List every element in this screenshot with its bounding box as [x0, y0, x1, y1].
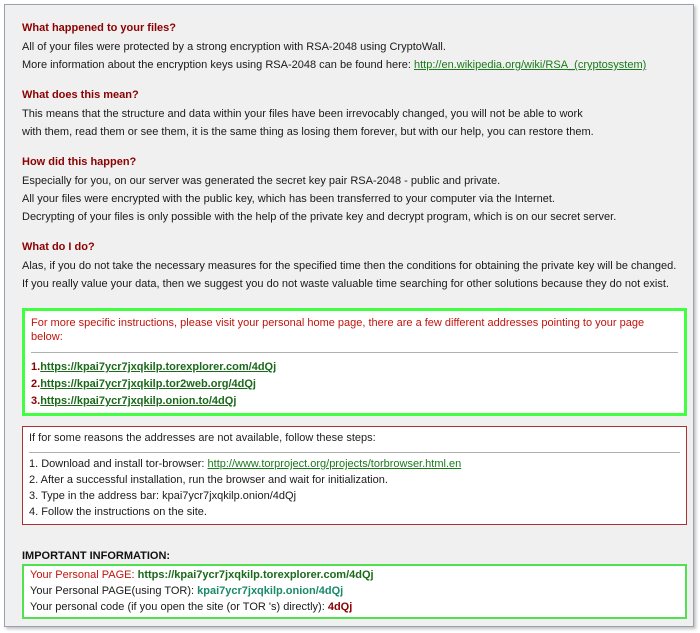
section-title: What does this mean?	[22, 89, 139, 101]
step-2: 2. After a successful installation, run the browser and wait for initialization.	[29, 474, 388, 486]
fallback-heading: If for some reasons the addresses are not available, follow these steps:	[29, 432, 376, 444]
section-line: with them, read them or see them, it is the same thing as losing them forever, but with our help, you can restore them.	[22, 126, 594, 138]
section-title: How did this happen?	[22, 156, 137, 168]
important-info-box	[22, 564, 687, 619]
section-line: Alas, if you do not take the necessary measures for the specified time then the conditions for obtaining the private key will be changed.	[22, 260, 677, 272]
personal-page-links	[25, 353, 684, 413]
section-line-text: More information about the encryption keys using RSA-2048 can be found here:	[22, 59, 414, 71]
tor-page-url[interactable]: kpai7ycr7jxqkilp.onion/4dQj	[197, 585, 344, 597]
personal-code-row	[30, 599, 679, 615]
personal-page-label: Your Personal PAGE:	[30, 569, 138, 581]
personal-code: 4dQj	[327, 601, 353, 613]
ransom-note-content	[22, 22, 687, 619]
section-title: What happened to your files?	[22, 22, 177, 34]
wikipedia-link[interactable]: http://en.wikipedia.org/wiki/RSA_(cryptosystem)	[413, 59, 647, 71]
step-3: 3. Type in the address bar: kpai7ycr7jxqkilp.onion/4dQj	[29, 490, 297, 502]
link-row	[31, 376, 678, 393]
link-number: 1.	[31, 361, 41, 373]
step-1	[29, 456, 680, 472]
important-title: IMPORTANT INFORMATION:	[22, 550, 171, 562]
link-number: 2.	[31, 378, 41, 390]
torproject-link[interactable]: http://www.torproject.org/projects/torbrowser.html.en	[207, 458, 462, 470]
section-what-do	[22, 241, 687, 293]
instructions-heading: For more specific instructions, please visit your personal home page, there are a few different addresses pointing to your page below:	[31, 317, 645, 343]
personal-page-link-2[interactable]: https://kpai7ycr7jxqkilp.tor2web.org/4dQj	[40, 378, 256, 390]
section-title: What do I do?	[22, 241, 95, 253]
tor-page-row	[30, 583, 679, 599]
link-number: 3.	[31, 395, 41, 407]
personal-page-link-1[interactable]: https://kpai7ycr7jxqkilp.torexplorer.com/4dQj	[40, 361, 277, 373]
section-line: This means that the structure and data within your files have been irrevocably changed, you will not be able to work	[22, 108, 583, 120]
step-4: 4. Follow the instructions on the site.	[29, 506, 207, 518]
personal-code-label: Your personal code (if you open the site (or TOR 's) directly):	[30, 601, 328, 613]
section-what-happened	[22, 22, 687, 74]
section-line: Decrypting of your files is only possible with the help of the private key and decrypt program, which is on our secret server.	[22, 211, 617, 223]
section-what-means	[22, 89, 687, 141]
personal-page-url[interactable]: https://kpai7ycr7jxqkilp.torexplorer.com/4dQj	[137, 569, 374, 581]
ransom-note-window	[4, 4, 694, 627]
step-1-text: 1. Download and install tor-browser:	[29, 458, 208, 470]
personal-page-row	[30, 567, 679, 583]
instructions-box	[22, 308, 687, 416]
section-line: Especially for you, on our server was generated the secret key pair RSA-2048 - public and private.	[22, 175, 501, 187]
link-row	[31, 359, 678, 376]
link-row	[31, 393, 678, 410]
section-how-happened	[22, 156, 687, 226]
fallback-steps	[23, 453, 686, 524]
section-line: If you really value your data, then we suggest you do not waste valuable time searching for other solutions because they do not exist.	[22, 278, 669, 290]
fallback-steps-box	[22, 426, 687, 525]
personal-page-link-3[interactable]: https://kpai7ycr7jxqkilp.onion.to/4dQj	[40, 395, 237, 407]
section-line: All your files were encrypted with the public key, which has been transferred to your computer via the Internet.	[22, 193, 555, 205]
section-line: All of your files were protected by a strong encryption with RSA-2048 using CryptoWall.	[22, 41, 446, 53]
tor-page-label: Your Personal PAGE(using TOR):	[30, 585, 198, 597]
section-line	[22, 56, 687, 74]
